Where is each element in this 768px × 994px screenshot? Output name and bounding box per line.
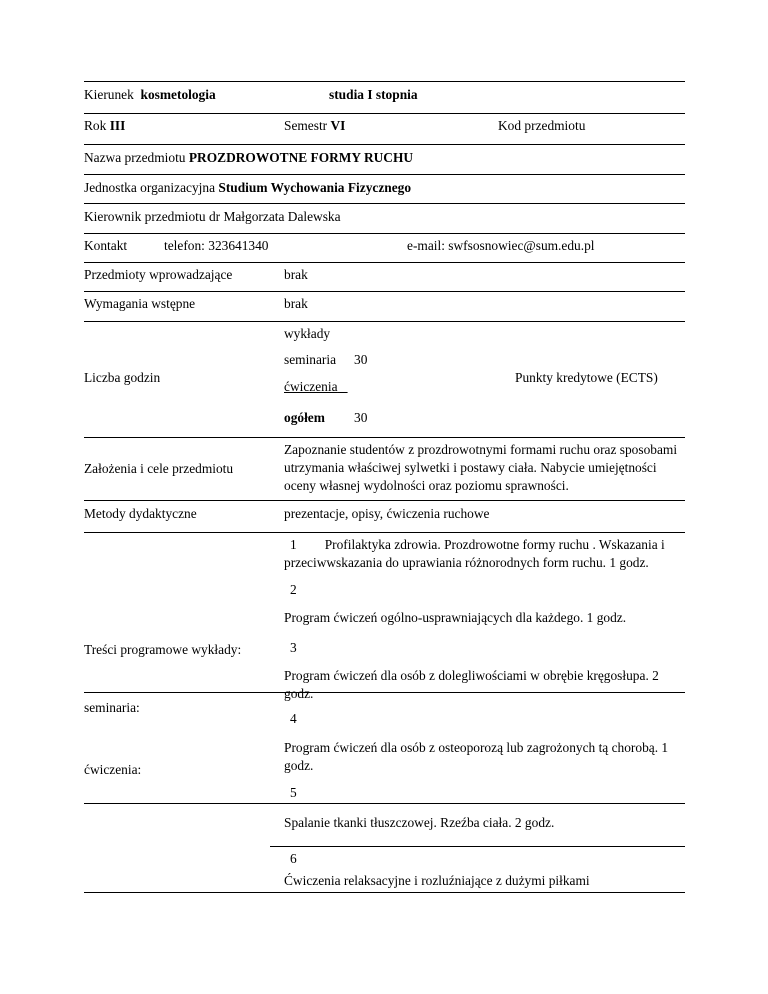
wyklady-label: wykłady [284,326,331,341]
cele-value: Zapoznanie studentów z prozdrowotnymi formami ruchu oraz sposobami utrzymania właściwej sylwetki i postawy ciała. Nabycie umiejętności oceny własnej wydolności oraz poziomu sprawności. [284,442,678,493]
rok-label: Rok [84,118,107,133]
semestr-field [284,118,345,134]
email-value: e-mail: swfsosnowiec@sum.edu.pl [407,238,595,253]
tresci-wyklady-label: Treści programowe wykłady: [84,642,242,657]
cwiczenia-label: ćwiczenia [284,379,338,394]
kierunek-value: kosmetologia [140,87,216,102]
jednostka-field [84,180,411,196]
przedmioty-wprowadzajace-value: brak [284,267,308,282]
tresc-item-text: Program ćwiczeń ogólno-usprawniających dla każdego. 1 godz. [284,610,627,625]
tresc-item-number: 6 [290,851,297,866]
tresc-item-number: 4 [290,711,297,726]
tresc-item-number: 2 [290,582,297,597]
rok-field [84,118,125,134]
kierunek-field [84,87,216,103]
tresc-item [284,536,686,572]
nazwa-label: Nazwa przedmiotu [84,150,186,165]
jednostka-label: Jednostka organizacyjna [84,180,216,195]
tresc-item-text: Program ćwiczeń dla osób z dolegliwościami w obrębie kręgosłupa. 2 godz. [284,668,659,701]
rule [84,203,685,204]
tresc-item-number: 1 [290,537,297,552]
rule [84,113,685,114]
kod-przedmiotu-label: Kod przedmiotu [498,118,586,133]
kierownik-field: Kierownik przedmiotu dr Małgorzata Dalewska [84,209,341,224]
metody-value: prezentacje, opisy, ćwiczenia ruchowe [284,506,490,521]
tresc-item-text: Program ćwiczeń dla osób z osteoporozą lub zagrożonych tą chorobą. 1 godz. [284,740,669,773]
rule [84,144,685,145]
nazwa-przedmiotu-field [84,150,413,166]
rule [84,233,685,234]
rule [84,892,685,893]
rule [84,81,685,82]
tresc-item-text: Ćwiczenia relaksacyjne i rozluźniające z dużymi piłkami [284,873,590,888]
rule [84,291,685,292]
rule [84,500,685,501]
tresci-seminaria-label: seminaria: [84,700,140,715]
rule [84,262,685,263]
ogolem-label: ogółem [284,410,325,425]
jednostka-value: Studium Wychowania Fizycznego [218,180,412,195]
semestr-value: VI [330,118,346,133]
ects-label: Punkty kredytowe (ECTS) [515,370,658,385]
nazwa-value: PROZDROWOTNE FORMY RUCHU [188,150,414,165]
rule [270,846,685,847]
kontakt-label: Kontakt [84,238,128,253]
rule [84,437,685,438]
liczba-godzin-label: Liczba godzin [84,370,161,385]
wymagania-wstepne-value: brak [284,296,308,311]
rule [84,321,685,322]
semestr-label: Semestr [284,118,328,133]
ogolem-hours: 30 [354,410,368,425]
rule [84,532,685,533]
rok-value: III [109,118,126,133]
przedmioty-wprowadzajace-label: Przedmioty wprowadzające [84,267,233,282]
tresci-cwiczenia-label: ćwiczenia: [84,762,142,777]
studia-level: studia I stopnia [329,87,418,102]
rule [84,803,685,804]
tresc-item-number: 5 [290,785,297,800]
phone-value: telefon: 323641340 [164,238,269,253]
tresc-item-text: Spalanie tkanki tłuszczowej. Rzeźba ciała. 2 godz. [284,815,555,830]
seminaria-label: seminaria [284,352,337,367]
cele-label: Założenia i cele przedmiotu [84,461,234,476]
tresc-item-number: 3 [290,640,297,655]
metody-label: Metody dydaktyczne [84,506,197,521]
rule [84,174,685,175]
kierunek-label: Kierunek [84,87,134,102]
seminaria-hours: 30 [354,352,368,367]
tresc-item-text: Profilaktyka zdrowia. Prozdrowotne formy ruchu . Wskazania i przeciwwskazania do uprawiania różnorodnych form ruchu. 1 godz. [284,537,665,570]
wymagania-wstepne-label: Wymagania wstępne [84,296,196,311]
